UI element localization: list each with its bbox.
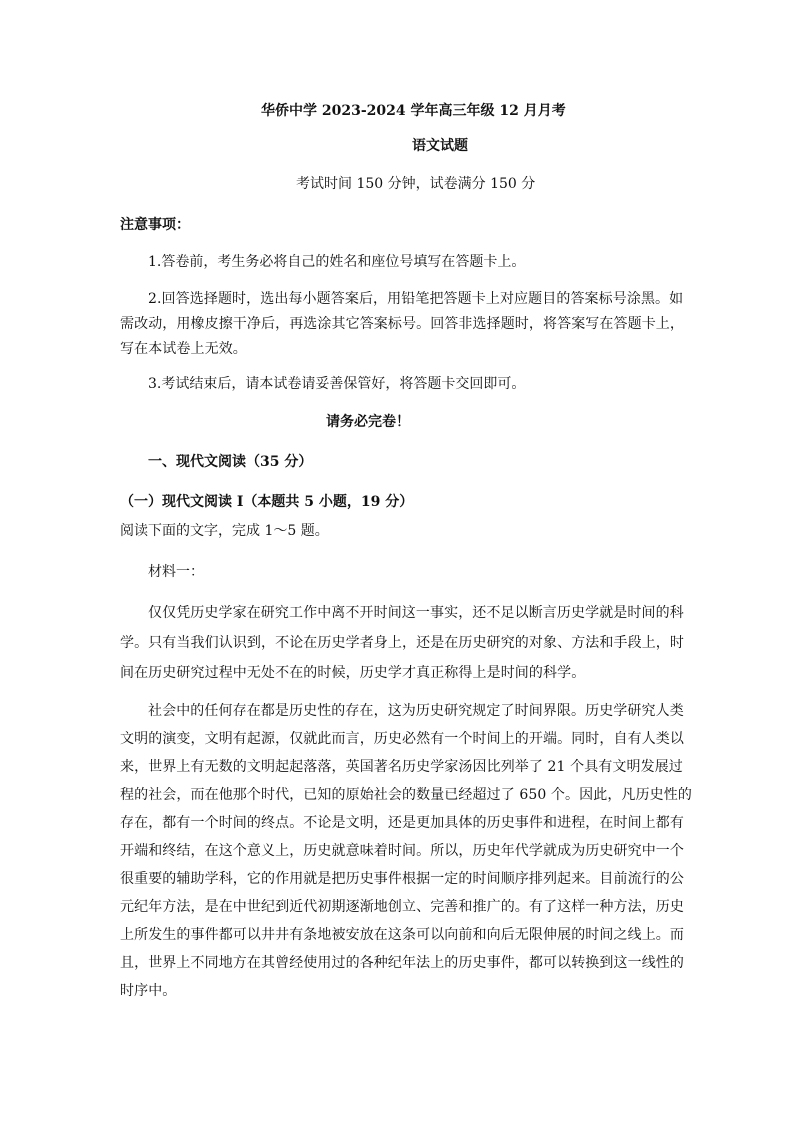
exam-info: 考试时间 150 分钟，试卷满分 150 分 <box>296 176 536 192</box>
reminder-text: 请务必完卷！ <box>326 414 410 430</box>
passage-line: 学。只有当我们认识到，不论在历史学者身上，还是在历史研究的对象、方法和手段上，时 <box>120 635 684 651</box>
passage-paragraph-2 <box>120 697 692 1005</box>
note-item-2 <box>120 287 684 362</box>
passage-line: 存在，都有一个时间的终点。不论是文明，还是更加具体的历史事件和进程，在时间上都有 <box>120 815 684 831</box>
passage-line: 来，世界上有无数的文明起起落落，英国著名历史学家汤因比列举了 21 个具有文明发展过 <box>120 759 683 775</box>
note-item-2-line: 2.回答选择题时，选出每小题答案后，用铅笔把答题卡上对应题目的答案标号涂黑。如 <box>148 291 684 307</box>
notes-heading: 注意事项： <box>120 217 190 233</box>
passage-line: 开端和终结，在这个意义上，历史就意味着时间。所以，历史年代学就成为历史研究中一个 <box>120 843 684 859</box>
passage-line: 程的社会，而在他那个时代，已知的原始社会的数量已经超过了 650 个。因此，凡历史性的 <box>120 787 692 803</box>
subsection-heading: （一）现代文阅读 I（本题共 5 小题，19 分） <box>120 494 414 510</box>
subject-title: 语文试题 <box>412 138 468 154</box>
note-item-3: 3.考试结束后，请本试卷请妥善保管好，将答题卡交回即可。 <box>148 376 526 392</box>
passage-line: 上所发生的事件都可以井井有条地被安放在这条可以向前和向后无限伸展的时间之线上。而 <box>120 927 684 943</box>
exam-title: 华侨中学 2023-2024 学年高三年级 12 月月考 <box>261 103 566 119</box>
material-label: 材料一： <box>148 564 204 580</box>
note-item-2-line: 需改动，用橡皮擦干净后，再选涂其它答案标号。回答非选择题时，将答案写在答题卡上， <box>120 316 684 332</box>
passage-line: 仅仅凭历史学家在研究工作中离不开时间这一事实，还不足以断言历史学就是时间的科 <box>148 605 684 621</box>
passage-line: 文明的演变，文明有起源，仅就此而言，历史必然有一个时间上的开端。同时，自有人类以 <box>120 731 684 747</box>
passage-line: 间在历史研究过程中无处不在的时候，历史学才真正称得上是时间的科学。 <box>120 665 586 681</box>
passage-line: 元纪年方法，是在中世纪到近代初期逐渐地创立、完善和推广的。有了这样一种方法，历史 <box>120 899 684 915</box>
passage-line: 很重要的辅助学科，它的作用就是把历史事件根据一定的时间顺序排列起来。目前流行的公 <box>120 871 684 887</box>
reading-instruction: 阅读下面的文字，完成 1～5 题。 <box>120 523 329 539</box>
passage-line: 且，世界上不同地方在其曾经使用过的各种纪年法上的历史事件，都可以转换到这一线性的 <box>120 955 684 971</box>
passage-paragraph-1 <box>120 598 684 688</box>
passage-line: 时序中。 <box>120 983 177 999</box>
note-item-1: 1.答卷前，考生务必将自己的姓名和座位号填写在答题卡上。 <box>148 254 526 270</box>
note-item-2-line: 写在本试卷上无效。 <box>120 341 247 357</box>
section-heading: 一、现代文阅读（35 分） <box>148 454 313 470</box>
passage-line: 社会中的任何存在都是历史性的存在，这为历史研究规定了时间界限。历史学研究人类 <box>148 703 684 719</box>
